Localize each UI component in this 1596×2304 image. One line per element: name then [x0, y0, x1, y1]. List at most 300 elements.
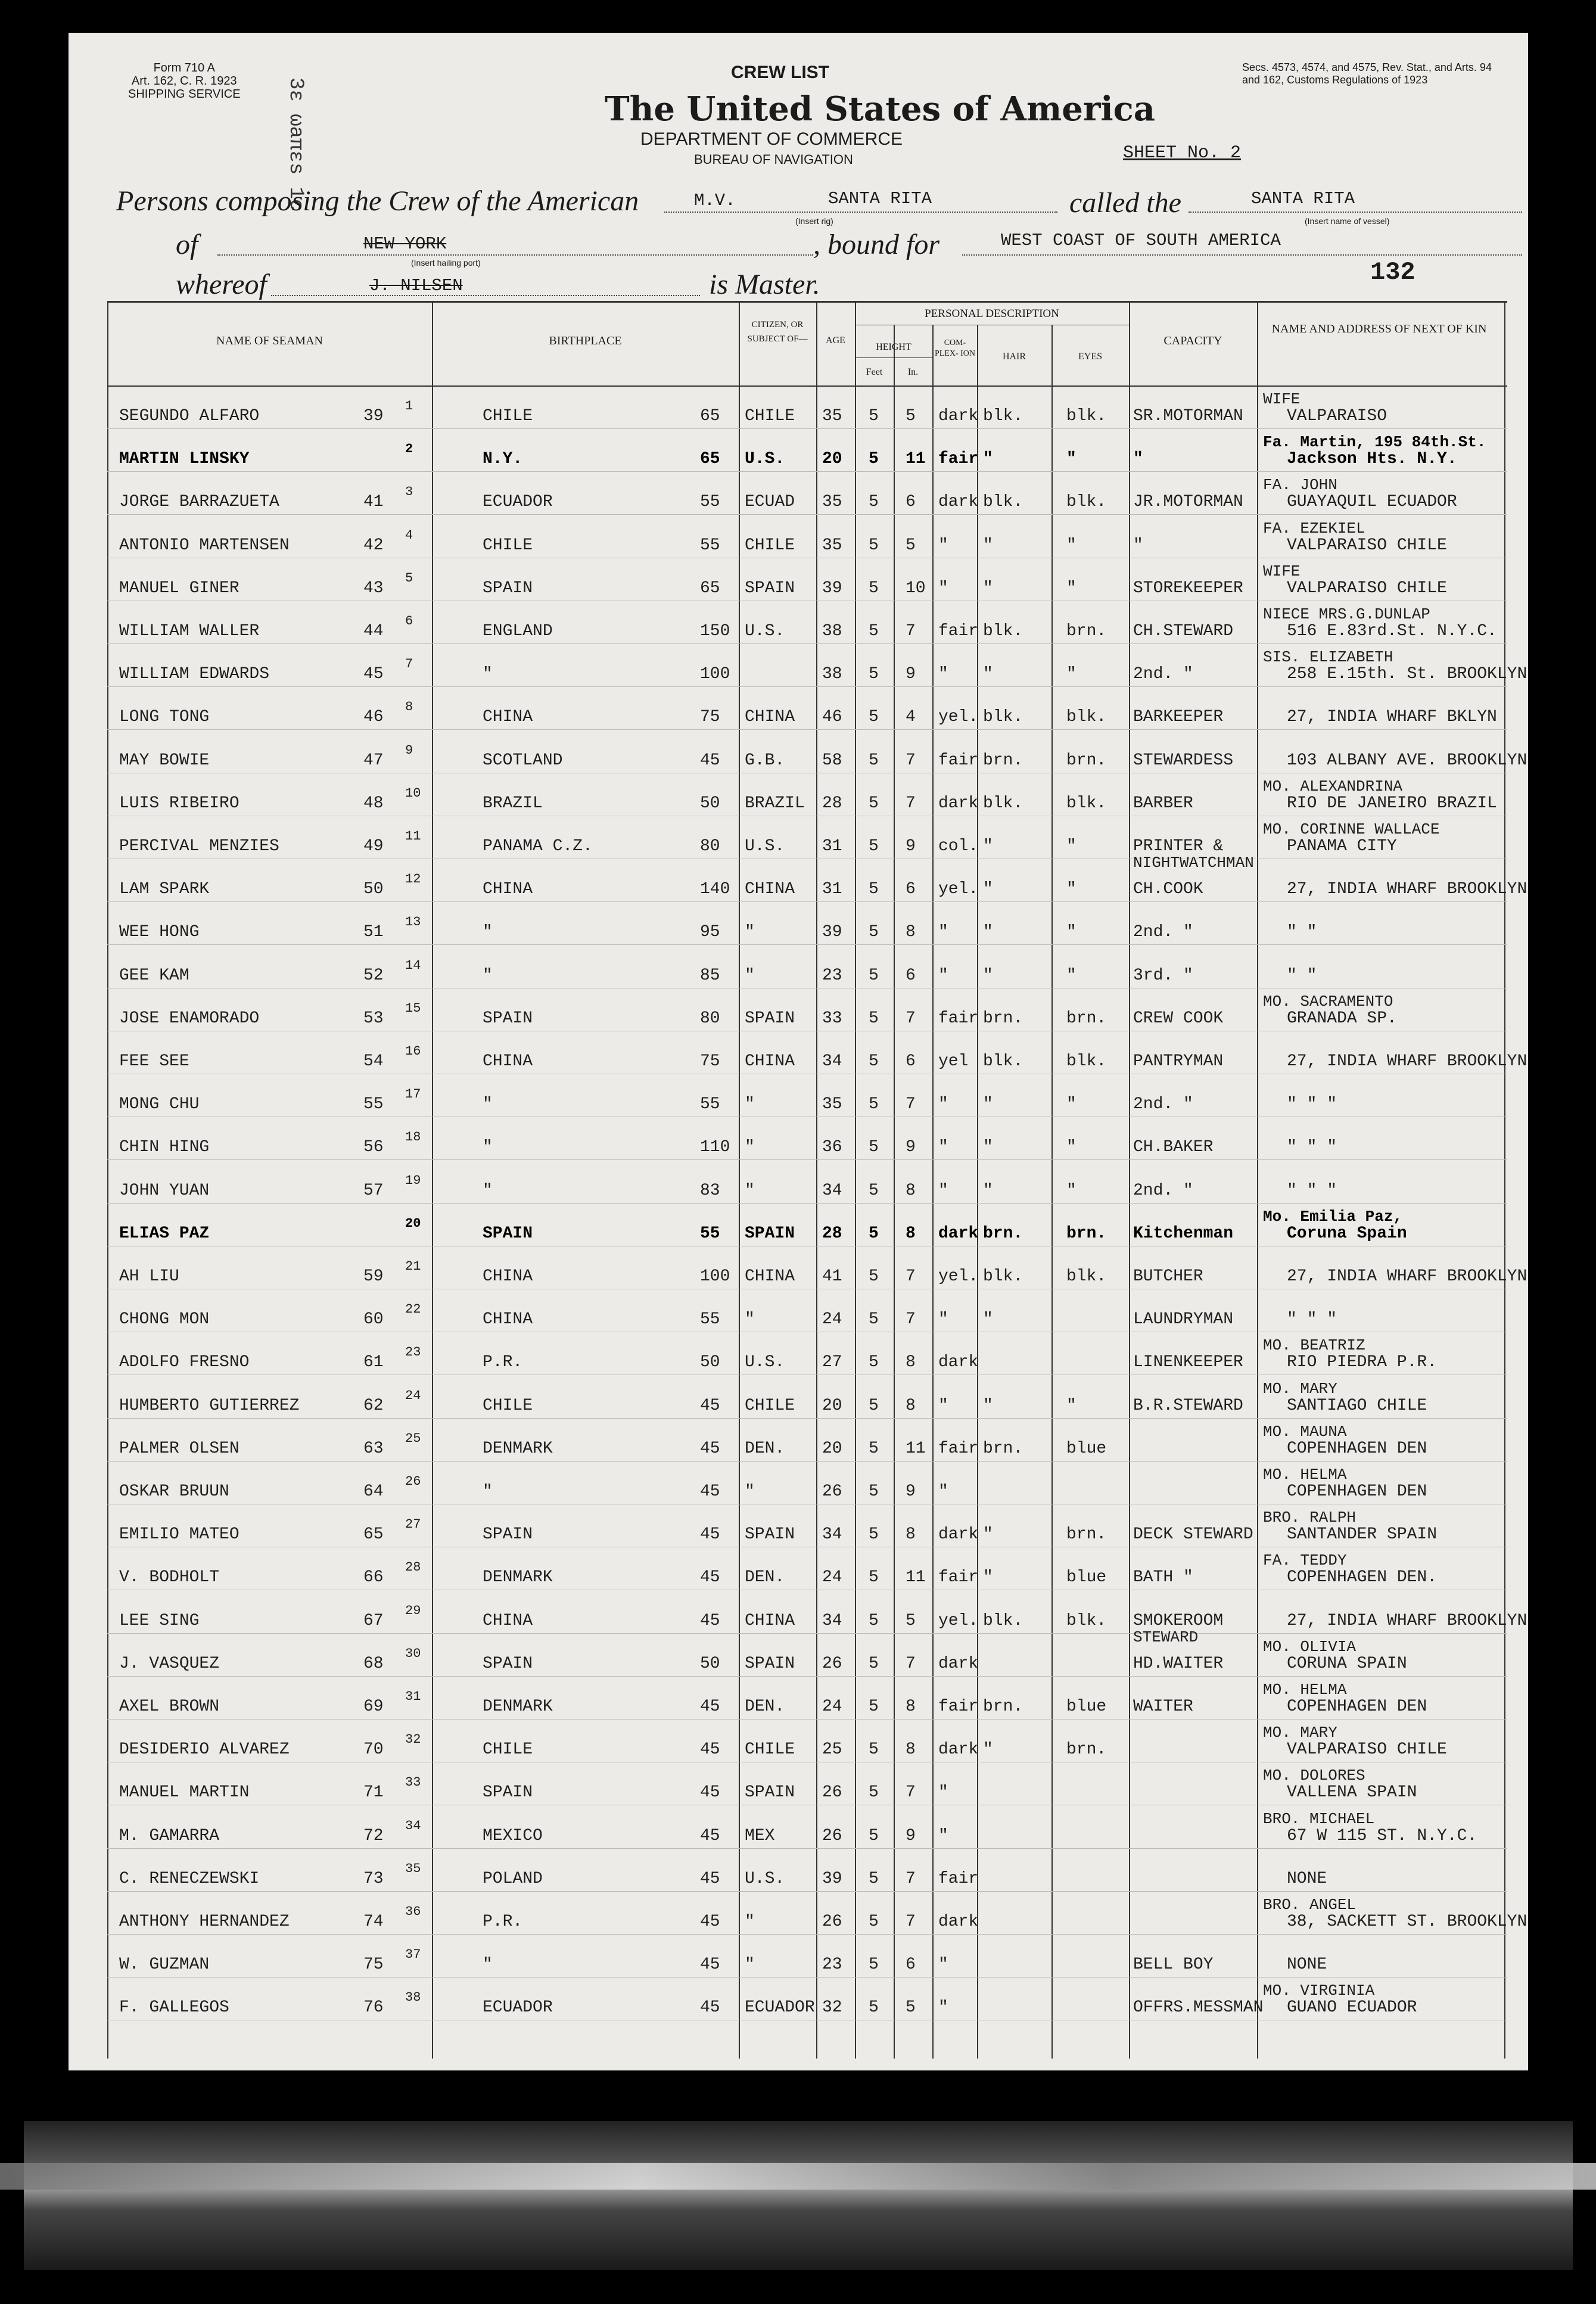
kin-address: VALPARAISO	[1287, 407, 1387, 425]
seaman-name: AXEL BROWN	[119, 1697, 220, 1716]
seaman-name: MAY BOWIE	[119, 751, 210, 770]
fee: 55	[700, 1095, 720, 1114]
birthplace: "	[483, 1181, 493, 1200]
age: 35	[822, 493, 842, 512]
hair: brn.	[983, 1224, 1023, 1243]
citizen: CHINA	[745, 1267, 795, 1286]
citizen: ECUAD	[745, 493, 795, 512]
col-border-age	[855, 301, 856, 2059]
height-inches: 9	[906, 1138, 916, 1157]
kin-address: 27, INDIA WHARF BROOKLYN	[1287, 880, 1527, 899]
hair: "	[983, 1525, 993, 1544]
col-head-personal: PERSONAL DESCRIPTION	[925, 307, 1059, 320]
fee: 45	[700, 1611, 720, 1630]
complexion: fair	[938, 450, 979, 469]
birthplace: SPAIN	[483, 1525, 533, 1544]
row-rule	[107, 1461, 1507, 1462]
height-inches: 8	[906, 923, 916, 942]
capacity: BARKEEPER	[1133, 708, 1224, 727]
seaman-number: 62	[363, 1396, 384, 1415]
height-feet: 5	[869, 751, 879, 770]
seaman-number: 45	[363, 665, 384, 684]
complexion: "	[938, 1396, 948, 1415]
capacity: PANTRYMAN	[1133, 1052, 1224, 1071]
complexion: dark	[938, 1654, 979, 1673]
complexion: dark	[938, 407, 979, 425]
height-inches: 7	[906, 1310, 916, 1329]
citizen: U.S.	[745, 1869, 785, 1888]
height-feet: 5	[869, 1654, 879, 1673]
seaman-number: 51	[363, 923, 384, 942]
age: 31	[822, 880, 842, 899]
kin-name: FA. JOHN	[1263, 476, 1337, 495]
seaman-name: MONG CHU	[119, 1095, 200, 1114]
seaman-name: AH LIU	[119, 1267, 179, 1286]
height-feet: 5	[869, 1310, 879, 1329]
birthplace: SPAIN	[483, 1783, 533, 1802]
height-feet: 5	[869, 1783, 879, 1802]
row-rule	[107, 1934, 1507, 1935]
col-border-hair	[1051, 325, 1053, 2059]
kin-address: 67 W 115 ST. N.Y.C.	[1287, 1826, 1477, 1845]
kin-address: " " "	[1287, 1310, 1337, 1329]
birthplace: BRAZIL	[483, 794, 543, 813]
height-inches: 4	[906, 708, 916, 727]
citizen: U.S.	[745, 450, 785, 469]
seaman-number: 73	[363, 1869, 384, 1888]
capacity: OFFRS.MESSMAN	[1133, 1998, 1264, 2017]
line-number: 29	[405, 1603, 421, 1618]
age: 38	[822, 622, 842, 640]
citizen: "	[745, 923, 755, 942]
kin-name: SIS. ELIZABETH	[1263, 648, 1393, 667]
citizen: CHILE	[745, 407, 795, 425]
kin-name: BRO. MICHAEL	[1263, 1809, 1375, 1828]
hair: blk.	[983, 1052, 1023, 1071]
seaman-number: 42	[363, 536, 384, 555]
col-border-name	[432, 301, 433, 2059]
line-number: 21	[405, 1259, 421, 1274]
line-number: 33	[405, 1775, 421, 1790]
height-inches: 8	[906, 1697, 916, 1716]
height-feet: 5	[869, 1955, 879, 1975]
row-rule	[107, 901, 1507, 902]
seaman-number: 71	[363, 1783, 384, 1802]
hair: "	[983, 837, 993, 856]
kin-address: 103 ALBANY AVE. BROOKLYN	[1287, 751, 1527, 770]
seaman-number: 60	[363, 1310, 384, 1329]
capacity: LINENKEEPER	[1133, 1353, 1243, 1372]
hair: brn.	[983, 751, 1023, 770]
citizen: SPAIN	[745, 1525, 795, 1544]
hailing-hint: (Insert hailing port)	[411, 258, 481, 268]
birthplace: CHINA	[483, 1310, 533, 1329]
height-inches: 10	[906, 579, 926, 598]
citizen: U.S.	[745, 1353, 785, 1372]
height-feet: 5	[869, 880, 879, 899]
kin-name: MO. DOLORES	[1263, 1767, 1365, 1785]
kin-address: GUANO ECUADOR	[1287, 1998, 1417, 2017]
complexion: "	[938, 923, 948, 942]
citizen: CHINA	[745, 1611, 795, 1630]
kin-name: BRO. ANGEL	[1263, 1896, 1357, 1914]
seaman-number: 75	[363, 1955, 384, 1975]
eyes: brn.	[1066, 1009, 1107, 1028]
height-inches: 5	[906, 1998, 916, 2017]
birthplace: "	[483, 1482, 493, 1501]
hair: blk.	[983, 1267, 1023, 1286]
seaman-name: J. VASQUEZ	[119, 1654, 220, 1673]
eyes: "	[1066, 579, 1077, 598]
eyes: "	[1066, 966, 1077, 985]
age: 26	[822, 1482, 842, 1501]
citizen: "	[745, 1138, 755, 1157]
line-number: 12	[405, 872, 421, 887]
height-feet: 5	[869, 708, 879, 727]
scanner-glare	[0, 2163, 1596, 2190]
col-border-left	[107, 301, 108, 2059]
seaman-name: LEE SING	[119, 1611, 200, 1630]
complexion: col.	[938, 837, 979, 856]
kin-name: WIFE	[1263, 562, 1301, 580]
fee: 45	[700, 1913, 720, 1931]
height-inches: 5	[906, 536, 916, 555]
line-number: 11	[405, 829, 421, 844]
height-inches: 7	[906, 794, 916, 813]
col-head-name: NAME OF SEAMAN	[216, 334, 323, 347]
capacity: JR.MOTORMAN	[1133, 493, 1243, 512]
birthplace: SPAIN	[483, 579, 533, 598]
line-number: 20	[405, 1215, 421, 1231]
height-inches: 11	[906, 450, 926, 469]
fee: 45	[700, 751, 720, 770]
height-feet: 5	[869, 1826, 879, 1845]
line-number: 3	[405, 484, 413, 500]
seaman-name: JOSE ENAMORADO	[119, 1009, 260, 1028]
age: 39	[822, 1869, 842, 1888]
height-feet: 5	[869, 1396, 879, 1415]
fee: 45	[700, 1998, 720, 2017]
hair: blk.	[983, 493, 1023, 512]
birthplace: CHINA	[483, 1052, 533, 1071]
age: 26	[822, 1913, 842, 1931]
fee: 55	[700, 1224, 720, 1243]
kin-address: RIO DE JANEIRO BRAZIL	[1287, 794, 1497, 813]
row-rule	[107, 1418, 1507, 1419]
citizen: "	[745, 1482, 755, 1501]
age: 28	[822, 794, 842, 813]
kin-name: Mo. Emilia Paz,	[1263, 1207, 1403, 1226]
kin-address: 38, SACKETT ST. BROOKLYN	[1287, 1913, 1527, 1931]
line-number: 27	[405, 1517, 421, 1532]
capacity: PRINTER &	[1133, 837, 1224, 856]
age: 24	[822, 1310, 842, 1329]
birthplace: ECUADOR	[483, 493, 553, 512]
eyes: brn.	[1066, 622, 1107, 640]
col-head-inches: In.	[907, 367, 919, 377]
age: 38	[822, 665, 842, 684]
seaman-name: MARTIN LINSKY	[119, 450, 250, 469]
height-feet: 5	[869, 1224, 879, 1243]
fee: 45	[700, 1697, 720, 1716]
height-feet: 5	[869, 1009, 879, 1028]
seaman-number: 54	[363, 1052, 384, 1071]
seaman-number: 46	[363, 708, 384, 727]
page-number: 132	[1370, 258, 1415, 287]
hair: "	[983, 923, 993, 942]
kin-address: 516 E.83rd.St. N.Y.C.	[1287, 622, 1497, 640]
capacity: STOREKEEPER	[1133, 579, 1243, 598]
birthplace: SCOTLAND	[483, 751, 563, 770]
hair: brn.	[983, 1439, 1023, 1458]
capacity: 3rd. "	[1133, 966, 1193, 985]
seaman-name: V. BODHOLT	[119, 1568, 220, 1587]
age: 34	[822, 1052, 842, 1071]
height-feet: 5	[869, 536, 879, 555]
age: 20	[822, 1396, 842, 1415]
seaman-name: LONG TONG	[119, 708, 210, 727]
col-border-right	[1504, 301, 1505, 2059]
height-feet: 5	[869, 1267, 879, 1286]
seaman-number: 52	[363, 966, 384, 985]
seaman-number: 41	[363, 493, 384, 512]
birthplace: SPAIN	[483, 1224, 533, 1243]
row-rule	[107, 686, 1507, 687]
complexion: "	[938, 1181, 948, 1200]
complexion: fair	[938, 1869, 979, 1888]
seaman-name: ANTONIO MARTENSEN	[119, 536, 290, 555]
birthplace: CHILE	[483, 407, 533, 425]
hair: brn.	[983, 1697, 1023, 1716]
age: 33	[822, 1009, 842, 1028]
age: 39	[822, 923, 842, 942]
table-top-border	[107, 301, 1507, 303]
height-inches: 8	[906, 1181, 916, 1200]
height-inches: 7	[906, 1009, 916, 1028]
fee: 45	[700, 1955, 720, 1975]
row-rule	[107, 514, 1507, 515]
seaman-number: 53	[363, 1009, 384, 1028]
age: 35	[822, 1095, 842, 1114]
line-number: 14	[405, 957, 421, 973]
height-inches: 8	[906, 1740, 916, 1759]
height-inches: 7	[906, 1654, 916, 1673]
age: 23	[822, 966, 842, 985]
kin-address: SANTIAGO CHILE	[1287, 1396, 1427, 1415]
height-inches: 6	[906, 493, 916, 512]
kin-address: Jackson Hts. N.Y.	[1287, 450, 1457, 469]
height-feet: 5	[869, 1095, 879, 1114]
fee: 80	[700, 1009, 720, 1028]
line-number: 35	[405, 1861, 421, 1876]
citizen: G.B.	[745, 751, 785, 770]
citizen: SPAIN	[745, 579, 795, 598]
col-head-eyes: EYES	[1078, 352, 1102, 362]
citizen: "	[745, 1310, 755, 1329]
row-rule	[107, 1676, 1507, 1677]
complexion: dark	[938, 493, 979, 512]
fee: 75	[700, 1052, 720, 1071]
kin-name: MO. MARY	[1263, 1379, 1337, 1398]
port-underline	[217, 254, 813, 256]
kin-name: BRO. RALPH	[1263, 1509, 1357, 1527]
height-feet: 5	[869, 1525, 879, 1544]
line-number: 25	[405, 1431, 421, 1446]
line-number: 38	[405, 1990, 421, 2005]
line-number: 15	[405, 1000, 421, 1016]
row-rule	[107, 1633, 1507, 1634]
header-line-1: Persons composing the Crew of the American	[116, 185, 639, 217]
kin-address: 27, INDIA WHARF BROOKLYN	[1287, 1052, 1527, 1071]
eyes: blk.	[1066, 708, 1107, 727]
citizen: DEN.	[745, 1568, 785, 1587]
eyes: blk.	[1066, 407, 1107, 425]
hair: "	[983, 1740, 993, 1759]
citizen: SPAIN	[745, 1224, 795, 1243]
capacity-line-2: STEWARD	[1133, 1628, 1199, 1646]
hair: "	[983, 1138, 993, 1157]
eyes: brn.	[1066, 1740, 1107, 1759]
complexion: dark	[938, 1913, 979, 1931]
age: 35	[822, 536, 842, 555]
line-number: 10	[405, 785, 421, 801]
eyes: blk.	[1066, 794, 1107, 813]
destination-underline	[962, 254, 1522, 256]
eyes: "	[1066, 837, 1077, 856]
height-inches: 8	[906, 1525, 916, 1544]
capacity: BELL BOY	[1133, 1955, 1214, 1975]
eyes: "	[1066, 923, 1077, 942]
col-border-comp	[977, 325, 978, 2059]
col-head-citizen: CITIZEN, OR SUBJECT OF—	[747, 320, 808, 344]
complexion: fair	[938, 1568, 979, 1587]
height-inches: 11	[906, 1439, 926, 1458]
complexion: "	[938, 665, 948, 684]
seaman-number: 48	[363, 794, 384, 813]
col-head-complexion: COM- PLEX- ION	[934, 338, 976, 358]
age: 26	[822, 1826, 842, 1845]
citizen: "	[745, 1955, 755, 1975]
height-inches: 7	[906, 1267, 916, 1286]
seaman-name: C. RENECZEWSKI	[119, 1869, 260, 1888]
age: 34	[822, 1525, 842, 1544]
rig-vessel: SANTA RITA	[828, 189, 932, 209]
seaman-name: LAM SPARK	[119, 880, 210, 899]
citizen: CHILE	[745, 1396, 795, 1415]
birthplace: "	[483, 1138, 493, 1157]
eyes: "	[1066, 1181, 1077, 1200]
complexion: fair	[938, 622, 979, 640]
birthplace: "	[483, 1095, 493, 1114]
seaman-name: F. GALLEGOS	[119, 1998, 229, 2017]
fee: 45	[700, 1783, 720, 1802]
birthplace: ENGLAND	[483, 622, 553, 640]
birthplace: CHINA	[483, 1267, 533, 1286]
capacity: CH.COOK	[1133, 880, 1203, 899]
col-head-kin: NAME AND ADDRESS OF NEXT OF KIN	[1271, 322, 1487, 335]
kin-address: NONE	[1287, 1869, 1327, 1888]
eyes: blk.	[1066, 1611, 1107, 1630]
capacity: SR.MOTORMAN	[1133, 407, 1243, 425]
row-rule	[107, 1159, 1507, 1160]
height-inches: 9	[906, 837, 916, 856]
age: 20	[822, 450, 842, 469]
line-number: 17	[405, 1087, 421, 1102]
fee: 150	[700, 622, 730, 640]
fee: 45	[700, 1869, 720, 1888]
seaman-name: WILLIAM WALLER	[119, 622, 260, 640]
age: 25	[822, 1740, 842, 1759]
fee: 50	[700, 1654, 720, 1673]
hair: blk.	[983, 622, 1023, 640]
height-feet: 5	[869, 665, 879, 684]
hair: "	[983, 450, 993, 469]
citizen: MEX	[745, 1826, 775, 1845]
age: 34	[822, 1611, 842, 1630]
kin-address: 27, INDIA WHARF BKLYN	[1287, 708, 1497, 727]
seaman-number: 61	[363, 1353, 384, 1372]
age: 24	[822, 1568, 842, 1587]
seaman-name: LUIS RIBEIRO	[119, 794, 239, 813]
birthplace: N.Y.	[483, 450, 523, 469]
kin-address: RIO PIEDRA P.R.	[1287, 1353, 1438, 1372]
citizen: DEN.	[745, 1697, 785, 1716]
kin-address: GRANADA SP.	[1287, 1009, 1397, 1028]
complexion: "	[938, 1138, 948, 1157]
birthplace: "	[483, 1955, 493, 1975]
kin-address: " " "	[1287, 1095, 1337, 1114]
kin-name: MO. VIRGINIA	[1263, 1982, 1375, 2000]
line-number: 4	[405, 527, 413, 543]
age: 26	[822, 1654, 842, 1673]
line-number: 22	[405, 1302, 421, 1317]
capacity: "	[1133, 536, 1143, 555]
line-number: 36	[405, 1904, 421, 1919]
eyes: "	[1066, 880, 1077, 899]
line-number: 30	[405, 1646, 421, 1661]
col-border-eyes	[1129, 301, 1130, 2059]
complexion: "	[938, 966, 948, 985]
line-number: 13	[405, 915, 421, 930]
seaman-name: MANUEL GINER	[119, 579, 239, 598]
complexion: fair	[938, 1439, 979, 1458]
seaman-number: 64	[363, 1482, 384, 1501]
height-inches: 7	[906, 622, 916, 640]
fee: 45	[700, 1439, 720, 1458]
age: 39	[822, 579, 842, 598]
fee: 55	[700, 536, 720, 555]
height-feet: 5	[869, 1740, 879, 1759]
birthplace: SPAIN	[483, 1009, 533, 1028]
kin-name: MO. OLIVIA	[1263, 1637, 1357, 1656]
eyes: "	[1066, 450, 1077, 469]
seaman-number: 70	[363, 1740, 384, 1759]
age: 36	[822, 1138, 842, 1157]
kin-address: " " "	[1287, 1181, 1337, 1200]
birthplace: CHILE	[483, 536, 533, 555]
seaman-number: 69	[363, 1697, 384, 1716]
kin-address: COPENHAGEN DEN.	[1287, 1568, 1438, 1587]
fee: 110	[700, 1138, 730, 1157]
line-number: 18	[405, 1130, 421, 1145]
height-feet: 5	[869, 1181, 879, 1200]
kin-address: " "	[1287, 923, 1317, 942]
seaman-name: CHIN HING	[119, 1138, 210, 1157]
bureau-heading: BUREAU OF NAVIGATION	[694, 152, 853, 167]
birthplace: CHILE	[483, 1740, 533, 1759]
fee: 45	[700, 1826, 720, 1845]
height-feet: 5	[869, 622, 879, 640]
